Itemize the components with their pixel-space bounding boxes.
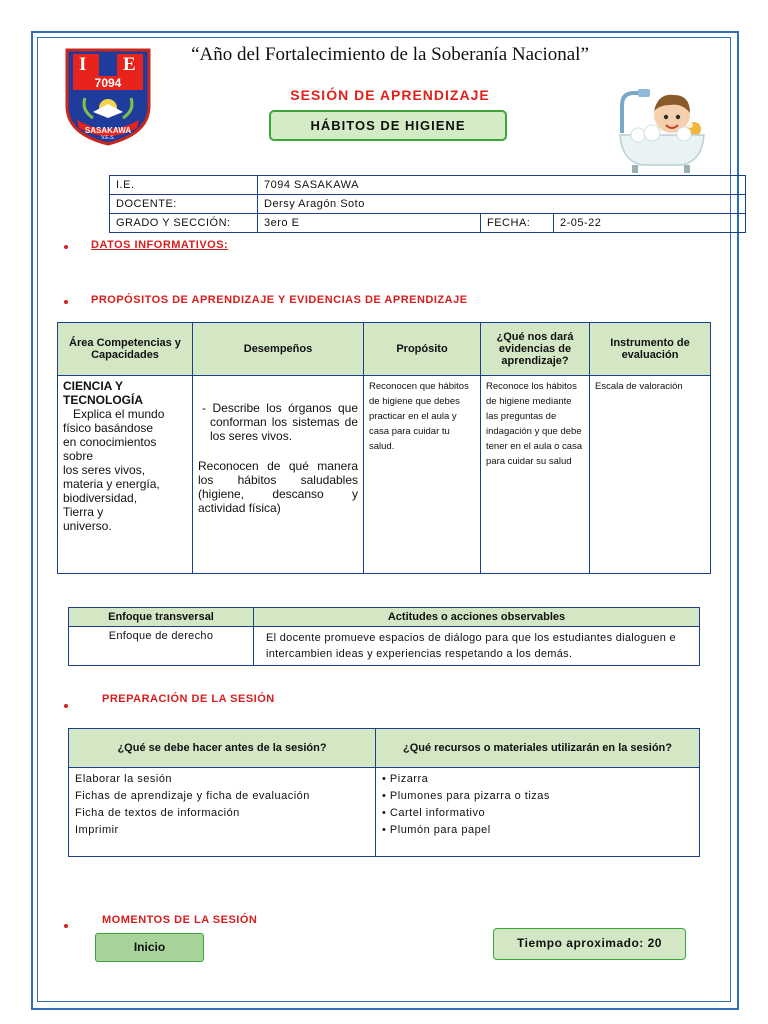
section-propositos: PROPÓSITOS DE APRENDIZAJE Y EVIDENCIAS DE APRENDIZAJE <box>91 294 468 306</box>
table-row <box>69 627 700 666</box>
table-row <box>110 214 746 233</box>
section-preparacion: PREPARACIÓN DE LA SESIÓN <box>102 693 275 705</box>
col-header-enfoque: Enfoque transversal <box>69 608 254 627</box>
area-line: Explica el mundo <box>73 407 165 421</box>
table-row <box>58 376 711 574</box>
inicio-box: Inicio <box>95 933 204 962</box>
area-cell <box>58 376 193 574</box>
recursos-cell <box>376 768 700 857</box>
col-header-recursos: ¿Qué recursos o materiales utilizarán en la sesión? <box>376 729 700 768</box>
section-datos: DATOS INFORMATIVOS: <box>91 239 229 251</box>
col-header-antes: ¿Qué se debe hacer antes de la sesión? <box>69 729 376 768</box>
list-item: Ficha de textos de información <box>75 807 240 819</box>
school-logo <box>63 46 153 146</box>
list-item: • Plumón para papel <box>382 824 491 836</box>
table-row <box>110 195 746 214</box>
logo-letter-i: I <box>79 54 87 75</box>
fecha-value: 2-05-22 <box>554 214 746 233</box>
list-item: Imprimir <box>75 824 119 836</box>
area-line: sobre <box>63 449 94 463</box>
logo-letter-e: E <box>123 54 136 75</box>
bullet-icon <box>64 300 68 304</box>
bullet-icon <box>64 924 68 928</box>
desempenos-cell <box>193 376 364 574</box>
col-header-desempenos: Desempeños <box>193 323 364 376</box>
purpose-table <box>57 322 711 574</box>
section-momentos: MOMENTOS DE LA SESIÓN <box>102 914 258 926</box>
area-line: materia y energía, <box>63 477 160 491</box>
col-header-area: Área Competencias y Capacidades <box>58 323 193 376</box>
ie-label: I.E. <box>110 176 258 195</box>
ie-value: 7094 SASAKAWA <box>258 176 746 195</box>
child-bath-illustration <box>612 85 707 175</box>
area-line: Tierra y <box>63 505 104 519</box>
proposito-cell: Reconocen que hábitos de higiene que debes practicar en el aula y casa para cuidar tu salud. <box>364 376 481 574</box>
grado-label: GRADO Y SECCIÓN: <box>110 214 258 233</box>
list-item: • Pizarra <box>382 773 429 785</box>
bullet-icon <box>64 704 68 708</box>
col-header-actitudes: Actitudes o acciones observables <box>254 608 700 627</box>
evidencia-cell: Reconoce los hábitos de higiene mediante las preguntas de indagación y que debe tener en el aula o casa para cuidar su salud <box>481 376 590 574</box>
area-line: universo. <box>63 519 112 533</box>
logo-school-sub: V.E.S. <box>101 135 115 141</box>
area-line: biodiversidad, <box>63 491 138 505</box>
col-header-instrumento: Instrumento de evaluación <box>590 323 711 376</box>
tiempo-box: Tiempo aproximado: 20 <box>493 928 686 960</box>
preparation-table <box>68 728 700 857</box>
logo-number: 7094 <box>94 76 122 90</box>
area-title: CIENCIA Y TECNOLOGÍA <box>63 379 143 407</box>
area-line: en conocimientos <box>63 435 157 449</box>
logo-school-name: SASAKAWA <box>84 126 132 135</box>
grado-value: 3ero E <box>258 214 481 233</box>
table-header-row <box>69 729 700 768</box>
col-header-proposito: Propósito <box>364 323 481 376</box>
enfoque-table <box>68 607 700 666</box>
desempeno-2: Reconocen de qué manera los hábitos saludables (higiene, descanso y actividad física) <box>198 459 358 515</box>
table-row <box>69 768 700 857</box>
list-item: • Cartel informativo <box>382 807 486 819</box>
table-row <box>110 176 746 195</box>
actitud-cell: El docente promueve espacios de diálogo para que los estudiantes dialoguen e intercambien ideas y experiencias respetando a los demás. <box>254 627 700 666</box>
list-item: Elaborar la sesión <box>75 773 173 785</box>
desempeno-1: - Describe los órganos que conforman los sistemas de los seres vivos. <box>202 401 358 443</box>
bullet-icon <box>64 245 68 249</box>
topic-box: HÁBITOS DE HIGIENE <box>269 110 507 141</box>
list-item: Fichas de aprendizaje y ficha de evaluación <box>75 790 310 802</box>
docente-value: Dersy Aragón Soto <box>258 195 746 214</box>
col-header-evidencias: ¿Qué nos dará evidencias de aprendizaje? <box>481 323 590 376</box>
fecha-label: FECHA: <box>481 214 554 233</box>
area-line: los seres vivos, <box>63 463 146 477</box>
table-header-row <box>69 608 700 627</box>
instrumento-cell: Escala de valoración <box>590 376 711 574</box>
enfoque-cell: Enfoque de derecho <box>69 627 254 666</box>
docente-label: DOCENTE: <box>110 195 258 214</box>
table-header-row <box>58 323 711 376</box>
session-title: SESIÓN DE APRENDIZAJE <box>290 87 490 103</box>
info-table <box>109 175 746 233</box>
list-item: • Plumones para pizarra o tizas <box>382 790 550 802</box>
year-motto: “Año del Fortalecimiento de la Soberanía Nacional” <box>191 44 589 65</box>
antes-cell <box>69 768 376 857</box>
area-line: físico basándose <box>63 421 154 435</box>
